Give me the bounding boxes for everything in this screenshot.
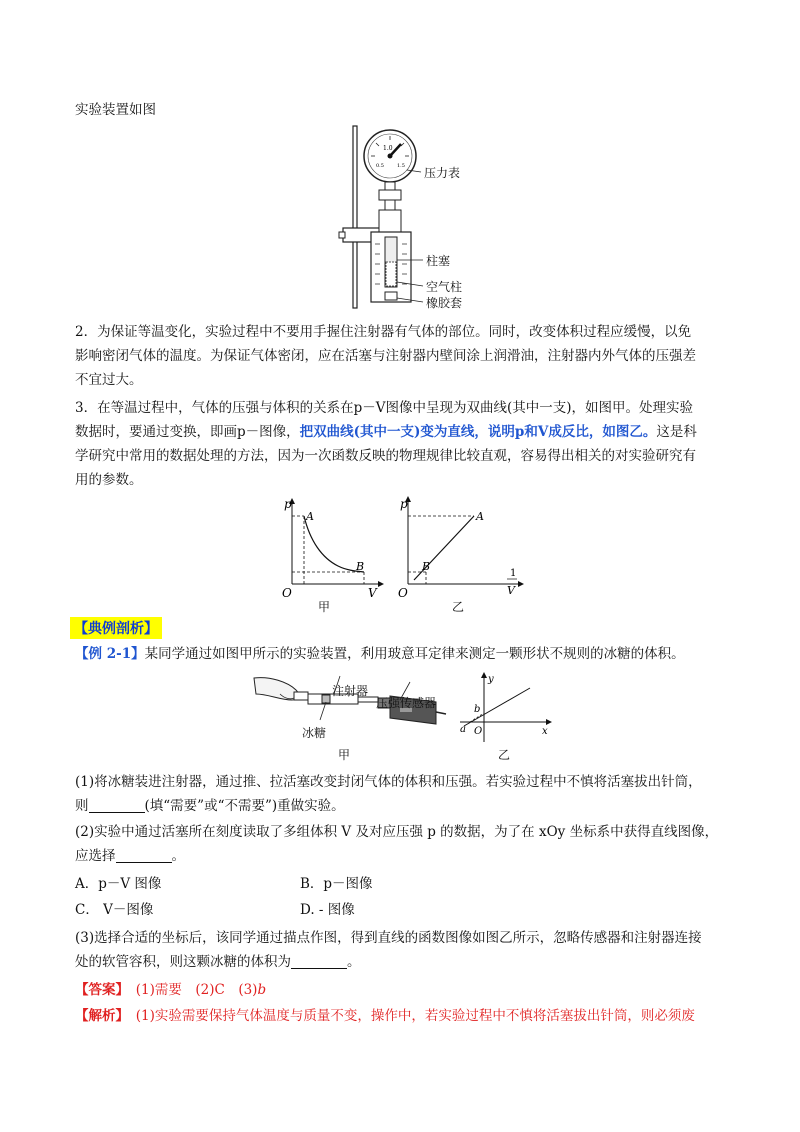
intro-text: 实验装置如图 — [75, 102, 156, 118]
answer-b: b — [257, 982, 267, 998]
yi-caption: 乙 — [452, 600, 465, 614]
example-text: 某同学通过如图甲所示的实验装置，利用玻意耳定律来测定一颗形状不规则的冰糖的体积。 — [144, 646, 685, 662]
para2-line3: 不宜过大。 — [75, 372, 143, 388]
gauge-label: 压力表 — [424, 166, 461, 180]
q1-line2 — [75, 796, 345, 816]
yi-origin-label: O — [398, 586, 408, 600]
jia-point-a: A — [306, 510, 314, 523]
jia-y-label: p — [284, 497, 292, 511]
fig2-a-label: a — [460, 724, 466, 735]
option-d: D. - 图像 — [300, 902, 355, 918]
para3-line2-b: 把双曲线(其中一支)变为直线，说明p和V成反比，如图乙。 — [299, 424, 657, 440]
para3-line1: 3．在等温过程中，气体的压强与体积的关系在p－V图像中呈现为双曲线(其中一支)，如图甲。处理实验 — [75, 400, 694, 416]
jia-origin-label: O — [282, 586, 292, 600]
answer-tag: 【答案】 — [75, 982, 123, 998]
sugar-label: 冰糖 — [302, 726, 327, 740]
line-graph-yi — [456, 670, 556, 750]
para3-line2-a: 数据时，要通过变换，即画p－图像， — [75, 424, 300, 440]
fig2-caption-left: 甲 — [338, 748, 351, 762]
apparatus-figure — [335, 122, 485, 310]
q2-blank — [116, 848, 172, 863]
jia-point-b: B — [356, 560, 365, 573]
fig2-y-axis: y — [488, 674, 494, 685]
fig2-x-axis: x — [542, 726, 548, 737]
graph-yi — [396, 496, 526, 606]
air-column-label: 空气柱 — [426, 280, 463, 294]
svg-text:0.5: 0.5 — [376, 163, 384, 169]
option-c: C． V－图像 — [75, 902, 154, 918]
para3-line2 — [75, 422, 697, 442]
q1-line1: (1)将冰糖装进注射器，通过推、拉活塞改变封闭气体的体积和压强。若实验过程中不慎将活塞拔出针筒， — [75, 774, 702, 790]
analysis-tag: 【解析】 — [75, 1008, 123, 1024]
para2-line1: 2．为保证等温变化，实验过程中不要用手握住注射器有气体的部位。同时，改变体积过程应缓慢，以免 — [75, 324, 692, 340]
fig2-origin: O — [474, 726, 483, 737]
sensor-label: 压强传感器 — [376, 696, 437, 710]
q1-line2-b: (填“需要”或“不需要”)重做实验。 — [144, 798, 345, 814]
jia-x-label: V — [368, 586, 377, 600]
q3-line2 — [75, 952, 361, 972]
syringe-label: 注射器 — [332, 684, 369, 698]
option-a: A．p－V 图像 — [75, 876, 162, 892]
analysis-line — [75, 1006, 695, 1026]
svg-text:1.0: 1.0 — [383, 145, 393, 152]
q2-line2-a: 应选择 — [75, 848, 116, 864]
para3-line4: 用的参数。 — [75, 472, 143, 488]
answer-line — [75, 980, 266, 1000]
q2-line2-b: 。 — [171, 848, 185, 864]
jia-caption: 甲 — [318, 600, 331, 614]
yi-x-numerator: 1 — [510, 568, 517, 579]
plunger-label: 柱塞 — [426, 254, 451, 268]
para3-line3: 学研究中常用的数据处理的方法，因为一次函数反映的物理规律比较直观，容易得出相关的对实验研究有 — [75, 448, 696, 464]
yi-point-b: B — [422, 560, 431, 573]
section-heading: 【典例剖析】 — [70, 617, 162, 639]
yi-y-label: p — [400, 497, 408, 511]
graph-jia — [278, 496, 388, 606]
q3-blank — [291, 954, 347, 969]
para2-line2: 影响密闭气体的温度。为保证气体密闭，应在活塞与注射器内壁间涂上润滑油，注射器内外气体的压强差 — [75, 348, 696, 364]
q1-line2-a: 则 — [75, 798, 89, 814]
fig2-caption-right: 乙 — [498, 748, 511, 762]
example-tag: 【例 2-1】 — [75, 646, 145, 662]
q2-line1: (2)实验中通过活塞所在刻度读取了多组体积 V 及对应压强 p 的数据，为了在 xOy 坐标系中获得直线图像， — [75, 824, 719, 840]
analysis-text: (1)实验需要保持气体温度与质量不变，操作中，若实验过程中不慎将活塞拔出针筒，则必须废 — [135, 1008, 695, 1024]
option-b: B．p－图像 — [300, 876, 373, 892]
example-line — [75, 644, 685, 664]
answer-text: (1)需要 (2)C (3) — [135, 982, 258, 998]
q3-line2-b: 。 — [347, 954, 361, 970]
yi-x-denominator: V — [507, 584, 515, 597]
q3-line1: (3)选择合适的坐标后，该同学通过描点作图，得到直线的函数图像如图乙所示，忽略传感器和注射器连接 — [75, 930, 702, 946]
rubber-cap-label: 橡胶套 — [426, 296, 463, 310]
q2-line2 — [75, 846, 185, 866]
q1-blank — [89, 798, 145, 813]
svg-text:1.5: 1.5 — [397, 163, 405, 169]
para3-line2-c: 这是科 — [656, 424, 697, 440]
yi-point-a: A — [476, 510, 484, 523]
q3-line2-a: 处的软管容积，则这颗冰糖的体积为 — [75, 954, 291, 970]
fig2-b-label: b — [474, 704, 481, 715]
